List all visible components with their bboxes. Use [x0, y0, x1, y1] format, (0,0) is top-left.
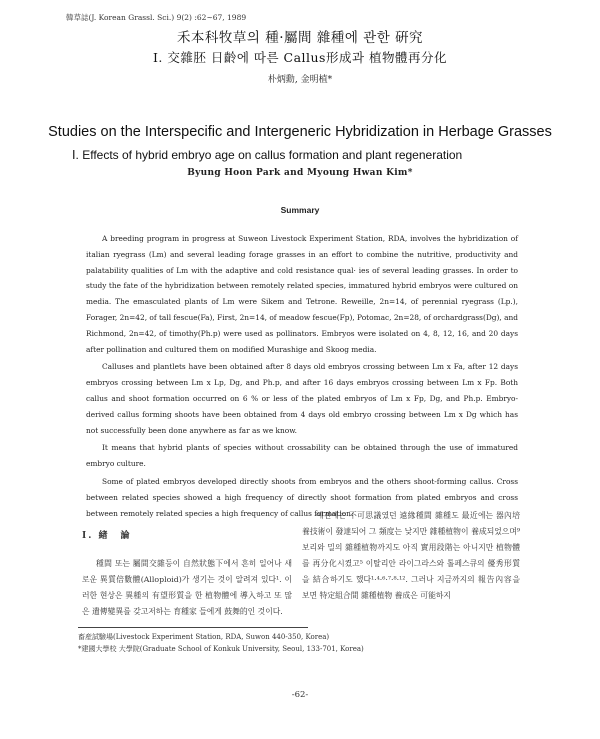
summary-paragraph: Some of plated embryos developed directly shoots from embryos and the others shoot-forming callus. Cross between related species showed a high frequency of directly shoot formation from plated embryos and cross between remotely related species a high frequency of callus formation. — [86, 476, 518, 518]
footnote: *建國大學校 大學院(Graduate School of Konkuk University, Seoul, 133-701, Korea) — [78, 645, 364, 653]
summary-heading: Summary — [280, 205, 320, 215]
summary-body — [86, 231, 518, 523]
journal-header: 韓草誌(J. Korean Grassl. Sci.) 9(2) :62~67, 1989 — [66, 13, 247, 22]
footnote: 畜産試驗場(Livestock Experiment Station, RDA, Suwon 440-350, Korea) — [78, 633, 330, 641]
korean-authors: 朴炳勳, 金明植* — [267, 75, 333, 85]
korean-title: 禾本科牧草의 種·屬間 雜種에 관한 硏究 — [176, 30, 424, 46]
summary-paragraph: It means that hybrid plants of species without crossability can be obtained through the use of immatured embryo culture. — [86, 443, 518, 469]
summary-paragraph: A breeding program in progress at Suweon Livestock Experiment Station, RDA, involves the hybridization of italian ryegrass (Lm) and several leading forage grasses in an effort to combine the nutritive, productivity and palatability qualities of Lm with the adaptive and cold resistance qual· ies of several leading grasses. In order to study the fate of the hybridization between remotely related species, immatured hybrid embryos were cultured on media. The emasculated plants of Lm were Sikem and Tetrone. Reweille, 2n=14, of perennial ryegrass (Lp.), Forager, 2n=42, of tall fescue(Fa), First, 2n=14, of meadow fescue(Fp), Potomac, 2n=28, of orchardgrass(Dg), and Richmond, 2n=42, of timothy(Ph.p) were used as pollinators. Embryos were isolated on 4, 8, 12, 16, and 20 days after pollination and cultured them on modified Murashige and Skoog media. — [86, 234, 518, 354]
footnote-rule — [78, 627, 308, 628]
summary-paragraph: Calluses and plantlets have been obtained after 8 days old embryos crossing between Lm x Fa, after 12 days embryos crossing between Lm x Lp, Dg, and Ph.p, and after 16 days embryos crossing between Lm x Fp. Both callus and shoot formation occurred on 6 % or less of the plated embryos of Lm x Fp, Dg, and Ph.p. Embryo-derived callus forming shoots have been obtained from 4 days old embryo crossing between Lm x Dg which has not successfully been done anywhere as far as we know. — [86, 362, 518, 435]
intro-left-text: 種間 또는 屬間交雜등이 自然狀態下에서 흔히 일어나 새로운 異質倍數體(Alloploid)가 생기는 것이 알려져 있다¹. 이러한 현상은 異種의 有望形質을 한 植物體에 導入하고 또 많은 遺傳變異를 갖고저하는 育種家 들에게 鼓舞的인 것이다. — [82, 559, 292, 616]
korean-subtitle: Ⅰ. 交雜胚 日齡에 따른 Callus形成과 植物體再分化 — [152, 50, 448, 65]
intro-left-column — [82, 520, 292, 620]
english-title: Studies on the Interspecific and Intergeneric Hybridization in Herbage Grasses — [48, 124, 552, 140]
intro-right-text: 예전에는 不可思議였던 遠緣種間 雜種도 最近에는 器內培養技術이 發達되어 그 頻度는 낮지만 雜種植物이 養成되었으며⁹ 보리와 밀의 雜種植物까지도 아직 實用段階는 아니지만 植物體를 再分化시켰고⁵ 이탈리안 라이그라스와 톨페스큐의 優秀形質을 結合하기도 했다¹·⁴·⁶·⁷·⁸·¹². 그러나 지금까지의 報告內容을 보면 特定組合間 雜種植物 養成은 可能하지 — [302, 511, 520, 600]
footnotes — [78, 631, 528, 655]
page-number: -62- — [291, 690, 309, 700]
intro-right-column — [302, 508, 520, 604]
english-authors: Byung Hoon Park and Myoung Hwan Kim* — [187, 168, 413, 178]
english-subtitle: Ⅰ. Effects of hybrid embryo age on callus formation and plant regeneration — [72, 148, 463, 162]
intro-heading: Ⅰ. 緖 論 — [82, 531, 132, 541]
